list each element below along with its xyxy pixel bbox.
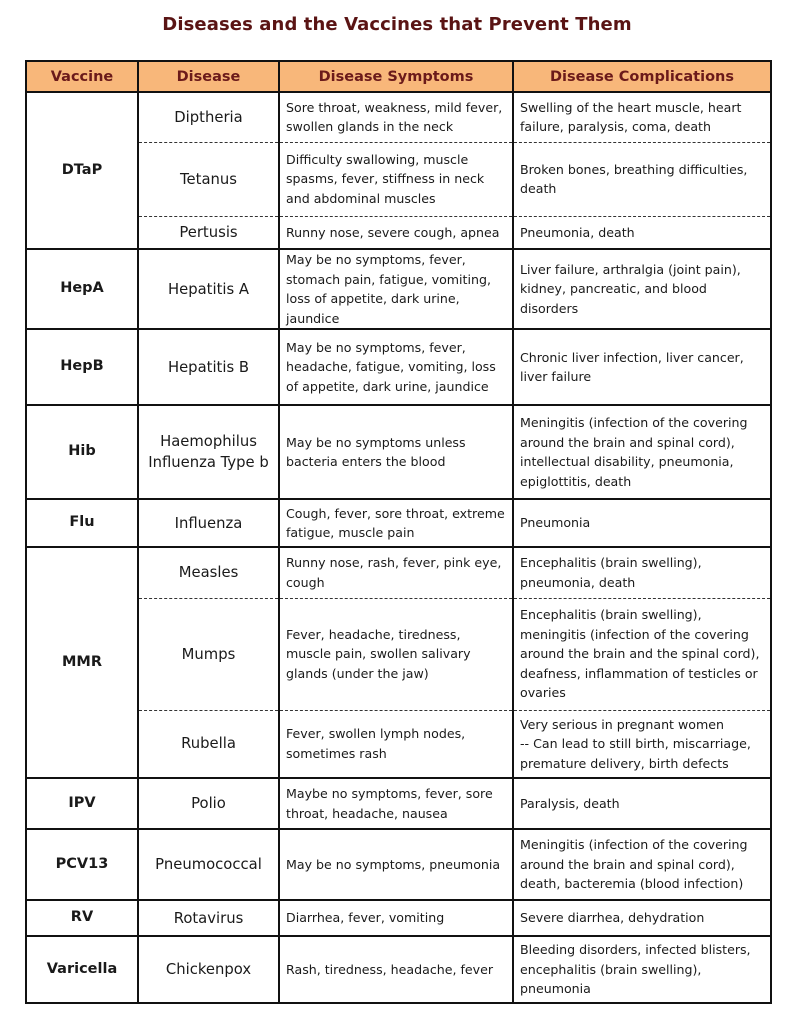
vaccine-ipv: IPV	[26, 778, 138, 829]
symptoms-hib: May be no symptoms unless bacteria enters the blood	[279, 405, 513, 499]
symptoms-mumps: Fever, headache, tiredness, muscle pain, swollen salivary glands (under the jaw)	[279, 598, 513, 710]
table-row	[26, 778, 771, 829]
complications-hepatitis-b: Chronic liver infection, liver cancer, liver failure	[513, 329, 771, 405]
symptoms-rotavirus: Diarrhea, fever, vomiting	[279, 900, 513, 936]
complications-tetanus: Broken bones, breathing difficulties, death	[513, 142, 771, 216]
disease-hib	[138, 405, 279, 499]
header-disease: Disease	[138, 61, 279, 92]
vaccine-mmr: MMR	[26, 547, 138, 778]
table-row	[26, 900, 771, 936]
complications-rubella-line2: -- Can lead to still birth, miscarriage, premature delivery, birth defects	[520, 736, 751, 771]
disease-tetanus: Tetanus	[138, 142, 279, 216]
complications-diptheria: Swelling of the heart muscle, heart failure, paralysis, coma, death	[513, 92, 771, 142]
disease-polio: Polio	[138, 778, 279, 829]
symptoms-diptheria: Sore throat, weakness, mild fever, swollen glands in the neck	[279, 92, 513, 142]
disease-chickenpox: Chickenpox	[138, 936, 279, 1003]
header-symptoms: Disease Symptoms	[279, 61, 513, 92]
symptoms-measles: Runny nose, rash, fever, pink eye, cough	[279, 547, 513, 598]
complications-chickenpox: Bleeding disorders, infected blisters, encephalitis (brain swelling), pneumonia	[513, 936, 771, 1003]
table-row	[26, 829, 771, 900]
table-row	[26, 499, 771, 547]
symptoms-hepatitis-a: May be no symptoms, fever, stomach pain, fatigue, vomiting, loss of appetite, dark urine, jaundice	[279, 249, 513, 329]
symptoms-pertusis: Runny nose, severe cough, apnea	[279, 216, 513, 249]
vaccine-hib: Hib	[26, 405, 138, 499]
table-row	[26, 92, 771, 142]
symptoms-influenza: Cough, fever, sore throat, extreme fatigue, muscle pain	[279, 499, 513, 547]
disease-hib-line1: Haemophilus	[160, 433, 257, 450]
vaccine-dtap: DTaP	[26, 92, 138, 249]
vaccine-table	[25, 60, 772, 1004]
complications-influenza: Pneumonia	[513, 499, 771, 547]
complications-hepatitis-a: Liver failure, arthralgia (joint pain), kidney, pancreatic, and blood disorders	[513, 249, 771, 329]
vaccine-flu: Flu	[26, 499, 138, 547]
page-title: Diseases and the Vaccines that Prevent Them	[162, 14, 632, 35]
symptoms-polio: Maybe no symptoms, fever, sore throat, headache, nausea	[279, 778, 513, 829]
disease-diptheria: Diptheria	[138, 92, 279, 142]
table-header-row	[26, 61, 771, 92]
table-row	[26, 142, 771, 216]
disease-hepatitis-a: Hepatitis A	[138, 249, 279, 329]
symptoms-chickenpox: Rash, tiredness, headache, fever	[279, 936, 513, 1003]
symptoms-pneumococcal: May be no symptoms, pneumonia	[279, 829, 513, 900]
vaccine-pcv13: PCV13	[26, 829, 138, 900]
vaccine-varicella: Varicella	[26, 936, 138, 1003]
disease-influenza: Influenza	[138, 499, 279, 547]
complications-pertusis: Pneumonia, death	[513, 216, 771, 249]
header-vaccine: Vaccine	[26, 61, 138, 92]
table-row	[26, 249, 771, 329]
vaccine-rv: RV	[26, 900, 138, 936]
disease-rubella: Rubella	[138, 710, 279, 778]
disease-hepatitis-b: Hepatitis B	[138, 329, 279, 405]
complications-mumps: Encephalitis (brain swelling), meningitis (infection of the covering around the brain and the spinal cord), deafness, inflammation of testicles or ovaries	[513, 598, 771, 710]
complications-rubella-line1: Very serious in pregnant women	[520, 716, 725, 732]
disease-pneumococcal: Pneumococcal	[138, 829, 279, 900]
table-row	[26, 598, 771, 710]
disease-rotavirus: Rotavirus	[138, 900, 279, 936]
table-row	[26, 329, 771, 405]
table-row	[26, 710, 771, 778]
disease-hib-line2: Influenza Type b	[148, 454, 269, 471]
header-complications: Disease Complications	[513, 61, 771, 92]
disease-pertusis: Pertusis	[138, 216, 279, 249]
symptoms-hepatitis-b: May be no symptoms, fever, headache, fatigue, vomiting, loss of appetite, dark urine, jaundice	[279, 329, 513, 405]
complications-rotavirus: Severe diarrhea, dehydration	[513, 900, 771, 936]
complications-polio: Paralysis, death	[513, 778, 771, 829]
disease-measles: Measles	[138, 547, 279, 598]
complications-pneumococcal: Meningitis (infection of the covering around the brain and spinal cord), death, bacteremia (blood infection)	[513, 829, 771, 900]
complications-measles: Encephalitis (brain swelling), pneumonia, death	[513, 547, 771, 598]
table-row	[26, 936, 771, 1003]
vaccine-hepa: HepA	[26, 249, 138, 329]
disease-mumps: Mumps	[138, 598, 279, 710]
table-row	[26, 547, 771, 598]
symptoms-rubella: Fever, swollen lymph nodes, sometimes rash	[279, 710, 513, 778]
symptoms-tetanus: Difficulty swallowing, muscle spasms, fever, stiffness in neck and abdominal muscles	[279, 142, 513, 216]
table-row	[26, 405, 771, 499]
table-row	[26, 216, 771, 249]
complications-hib: Meningitis (infection of the covering around the brain and spinal cord), intellectual disability, pneumonia, epiglottitis, death	[513, 405, 771, 499]
vaccine-hepb: HepB	[26, 329, 138, 405]
complications-rubella	[513, 710, 771, 778]
